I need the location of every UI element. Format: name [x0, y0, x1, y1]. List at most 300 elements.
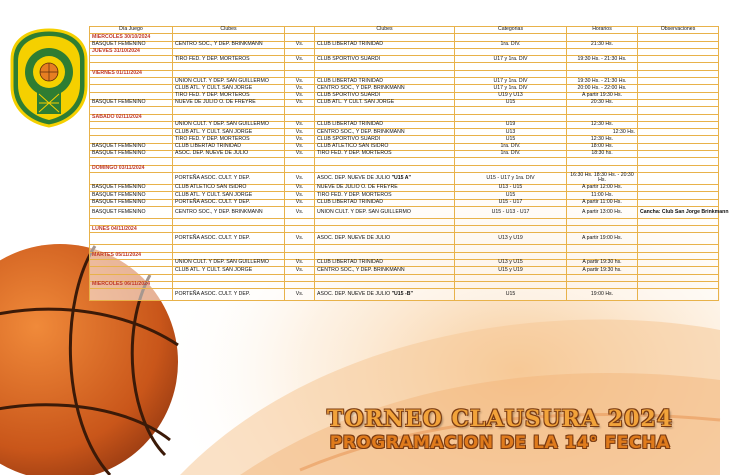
empty-cell: [285, 158, 315, 165]
away-club: [315, 260, 455, 267]
empty-cell: [173, 274, 285, 281]
home-club: CLUB ATL. Y CULT. SAN JORGE: [173, 192, 285, 199]
empty-cell: [455, 165, 567, 172]
observations: [638, 41, 719, 48]
date-row: [90, 48, 719, 55]
empty-cell: [285, 245, 315, 252]
away-club: [315, 289, 455, 301]
category: U17 y 1ra. DIV: [455, 78, 567, 85]
header-time: Horarios: [567, 27, 638, 34]
vs-label: Vs.: [285, 289, 315, 301]
observations: [638, 143, 719, 150]
away-club-name: NUEVE DE JULIO O. DE FREYRE: [317, 184, 398, 191]
category: 1ra. DIV.: [455, 41, 567, 48]
empty-cell: [173, 114, 285, 121]
empty-cell: [173, 218, 285, 225]
away-club-name: UNION CULT. Y DEP. SAN GUILLERMO: [317, 208, 411, 215]
empty-cell: [567, 70, 638, 77]
category: U13 y U19: [455, 233, 567, 245]
vs-label: Vs.: [285, 121, 315, 128]
vs-label: Vs.: [285, 151, 315, 158]
match-day-type: [90, 121, 173, 128]
spacer-row: [90, 158, 719, 165]
home-club: PORTEÑA ASOC. CULT. Y DEP.: [173, 233, 285, 245]
match-day-type: [90, 56, 173, 63]
match-time: 16:30 Hs. 18:30 Hs. - 20:30 Hs.: [567, 172, 638, 184]
away-club: [315, 121, 455, 128]
observations: [638, 85, 719, 92]
empty-cell: [638, 63, 719, 70]
away-club-team-tag: "U15 -B": [391, 291, 413, 297]
date-row: [90, 281, 719, 288]
match-day-type: [90, 233, 173, 245]
match-day-type: [90, 85, 173, 92]
away-club-name: TIRO FED. Y DEP. MORTEROS: [317, 150, 392, 157]
match-row: [90, 260, 719, 267]
empty-cell: [315, 252, 455, 259]
observations: [638, 199, 719, 206]
empty-cell: [567, 63, 638, 70]
empty-cell: [567, 114, 638, 121]
empty-cell: [90, 63, 173, 70]
match-day-type: BASQUET FEMENINO: [90, 99, 173, 106]
match-row: [90, 151, 719, 158]
empty-cell: [285, 70, 315, 77]
empty-cell: [455, 245, 567, 252]
away-club: [315, 184, 455, 191]
match-time: A partir 11:00 Hs.: [567, 199, 638, 206]
match-day-type: [90, 289, 173, 301]
date-row: [90, 70, 719, 77]
empty-cell: [567, 218, 638, 225]
away-club: [315, 136, 455, 143]
observations: [638, 267, 719, 274]
empty-cell: [567, 48, 638, 55]
home-club: TIRO FED. Y DEP. MORTEROS: [173, 56, 285, 63]
empty-cell: [285, 63, 315, 70]
match-row: [90, 99, 719, 106]
date-label: MARTES 05/11/2024: [90, 252, 173, 259]
observations: [638, 78, 719, 85]
category: 1ra. DIV.: [455, 143, 567, 150]
empty-cell: [638, 107, 719, 114]
away-club: [315, 199, 455, 206]
match-time: 18:30 hs.: [567, 151, 638, 158]
match-row: [90, 192, 719, 199]
home-club: CLUB LIBERTAD TRINIDAD: [173, 143, 285, 150]
empty-cell: [638, 274, 719, 281]
away-club-name: CLUB SPORTIVO SUARDI: [317, 135, 381, 142]
match-day-type: BASQUET FEMENINO: [90, 143, 173, 150]
empty-cell: [173, 226, 285, 233]
empty-cell: [315, 34, 455, 41]
vs-label: Vs.: [285, 206, 315, 218]
spacer-row: [90, 245, 719, 252]
match-row: [90, 121, 719, 128]
empty-cell: [173, 63, 285, 70]
category: U15: [455, 99, 567, 106]
match-row: [90, 199, 719, 206]
empty-cell: [173, 107, 285, 114]
home-club: CENTRO SOC., Y DEP. BRINKMANN: [173, 206, 285, 218]
empty-cell: [567, 245, 638, 252]
empty-cell: [455, 63, 567, 70]
round-subtitle: PROGRAMACION DE LA 14° FECHA: [329, 433, 671, 453]
empty-cell: [315, 70, 455, 77]
empty-cell: [285, 218, 315, 225]
match-day-type: BASQUET FEMENINO: [90, 151, 173, 158]
empty-cell: [285, 274, 315, 281]
home-club: CLUB ATLETICO SAN ISIDRO: [173, 184, 285, 191]
empty-cell: [567, 34, 638, 41]
home-club: CLUB ATL. Y CULT. SAN JORGE: [173, 129, 285, 136]
empty-cell: [315, 107, 455, 114]
empty-cell: [315, 165, 455, 172]
away-club: [315, 172, 455, 184]
away-club: [315, 78, 455, 85]
tournament-title: TORNEO CLAUSURA 2024: [326, 406, 674, 432]
match-day-type: BASQUET FEMENINO: [90, 199, 173, 206]
empty-cell: [90, 218, 173, 225]
category: U19: [455, 121, 567, 128]
date-label: MIERCOLES 30/10/2024: [90, 34, 173, 41]
away-club: [315, 85, 455, 92]
match-row: [90, 136, 719, 143]
home-club: UNION CULT. Y DEP. SAN GUILLERMO: [173, 260, 285, 267]
empty-cell: [567, 281, 638, 288]
match-day-type: [90, 136, 173, 143]
away-club: [315, 206, 455, 218]
empty-cell: [638, 252, 719, 259]
empty-cell: [285, 48, 315, 55]
match-time: 12:30 Hs.: [567, 121, 638, 128]
vs-label: Vs.: [285, 78, 315, 85]
empty-cell: [173, 48, 285, 55]
away-club-name: ASOC. DEP. NUEVE DE JULIO: [317, 235, 391, 242]
category: U15: [455, 136, 567, 143]
empty-cell: [315, 226, 455, 233]
header-row: [90, 27, 719, 34]
empty-cell: [455, 226, 567, 233]
match-row: [90, 85, 719, 92]
match-day-type: BASQUET FEMENINO: [90, 192, 173, 199]
observations: [638, 99, 719, 106]
match-row: [90, 289, 719, 301]
empty-cell: [173, 252, 285, 259]
header-observations: Observaciones: [638, 27, 719, 34]
home-club: CLUB ATL. Y CULT. SAN JORGE: [173, 267, 285, 274]
empty-cell: [455, 218, 567, 225]
empty-cell: [315, 158, 455, 165]
match-time: 12:30 Hs.: [567, 129, 638, 136]
away-club-name: CLUB LIBERTAD TRINIDAD: [317, 198, 384, 205]
empty-cell: [567, 165, 638, 172]
match-row: [90, 206, 719, 218]
vs-label: Vs.: [285, 41, 315, 48]
date-label: VIERNES 01/11/2024: [90, 70, 173, 77]
match-time: A partir 19:30 hs.: [567, 260, 638, 267]
away-club: [315, 192, 455, 199]
empty-cell: [90, 158, 173, 165]
category: U15: [455, 192, 567, 199]
association-logo: [10, 28, 88, 128]
category: U15 - U17: [455, 199, 567, 206]
vs-label: Vs.: [285, 233, 315, 245]
match-time: 21:30 Hs.: [567, 41, 638, 48]
empty-cell: [455, 70, 567, 77]
header-club-home: Clubes: [173, 27, 285, 34]
vs-label: Vs.: [285, 129, 315, 136]
vs-label: Vs.: [285, 99, 315, 106]
header-club-away: Clubes: [315, 27, 455, 34]
empty-cell: [455, 34, 567, 41]
empty-cell: [285, 165, 315, 172]
category: U17 y 1ra. DIV: [455, 85, 567, 92]
vs-label: Vs.: [285, 172, 315, 184]
match-day-type: [90, 78, 173, 85]
away-club-name: CLUB LIBERTAD TRINIDAD: [317, 41, 384, 48]
home-club: ASOC. DEP. NUEVE DE JULIO: [173, 151, 285, 158]
empty-cell: [90, 274, 173, 281]
empty-cell: [638, 70, 719, 77]
empty-cell: [315, 245, 455, 252]
empty-cell: [315, 114, 455, 121]
date-row: [90, 226, 719, 233]
observations: [638, 192, 719, 199]
header-day: Día Juego: [90, 27, 173, 34]
empty-cell: [455, 252, 567, 259]
category: U15 - U13 - U17: [455, 206, 567, 218]
away-club: [315, 233, 455, 245]
home-club: TIRO FED. Y DEP. MORTEROS: [173, 92, 285, 99]
header-vs: [285, 27, 315, 34]
empty-cell: [315, 48, 455, 55]
vs-label: Vs.: [285, 260, 315, 267]
match-row: [90, 41, 719, 48]
observations: [638, 136, 719, 143]
category: U15: [455, 289, 567, 301]
match-day-type: BASQUET FEMENINO: [90, 206, 173, 218]
empty-cell: [567, 158, 638, 165]
away-club: [315, 99, 455, 106]
empty-cell: [285, 114, 315, 121]
category: U13 y U15: [455, 260, 567, 267]
match-day-type: BASQUET FEMENINO: [90, 41, 173, 48]
empty-cell: [567, 107, 638, 114]
empty-cell: [455, 281, 567, 288]
observations: [638, 129, 719, 136]
observations: [638, 56, 719, 63]
away-club-name: CLUB SPORTIVO SUARDI: [317, 55, 381, 62]
away-club-name: ASOC. DEP. NUEVE DE JULIO: [317, 174, 391, 181]
match-time: A partir 19:00 Hs.: [567, 233, 638, 245]
empty-cell: [173, 158, 285, 165]
match-time: A partir 12:00 Hs.: [567, 184, 638, 191]
match-day-type: BASQUET FEMENINO: [90, 184, 173, 191]
logo-basketball-icon: [40, 63, 58, 81]
match-time: A partir 13:00 Hs.: [567, 206, 638, 218]
empty-cell: [638, 158, 719, 165]
match-time: 11:00 Hs.: [567, 192, 638, 199]
date-label: JUEVES 31/10/2024: [90, 48, 173, 55]
title-block: [300, 406, 700, 453]
away-club: [315, 41, 455, 48]
empty-cell: [285, 281, 315, 288]
vs-label: Vs.: [285, 184, 315, 191]
category: U17 y 1ra. DIV: [455, 56, 567, 63]
spacer-row: [90, 274, 719, 281]
empty-cell: [567, 274, 638, 281]
empty-cell: [90, 245, 173, 252]
empty-cell: [638, 114, 719, 121]
observations: [638, 121, 719, 128]
schedule-body: [90, 33, 729, 301]
match-time: A partir 19:30 hs.: [567, 267, 638, 274]
empty-cell: [173, 70, 285, 77]
date-label: SABADO 02/11/2024: [90, 114, 173, 121]
away-club-name: CLUB LIBERTAD TRINIDAD: [317, 121, 384, 128]
away-club-name: CENTRO SOC., Y DEP. BRINKMANN: [317, 84, 405, 91]
empty-cell: [315, 218, 455, 225]
match-time: A partir 19:30 Hs.: [567, 92, 638, 99]
away-club-team-tag: "U15 A": [391, 174, 412, 181]
away-club: [315, 151, 455, 158]
empty-cell: [315, 274, 455, 281]
match-row: [90, 56, 719, 63]
observations: [638, 172, 719, 184]
date-label: DOMINGO 03/11/2024: [90, 165, 173, 172]
vs-label: Vs.: [285, 267, 315, 274]
home-club: PORTEÑA ASOC. CULT. Y DEP.: [173, 199, 285, 206]
match-day-type: [90, 260, 173, 267]
observations: Cancha: Club San Jorge Brinkmann: [638, 206, 719, 218]
home-club: UNION CULT. Y DEP. SAN GUILLERMO: [173, 78, 285, 85]
observations: [638, 92, 719, 99]
home-club: PORTEÑA ASOC. CULT. Y DEP.: [173, 289, 285, 301]
match-row: [90, 267, 719, 274]
away-club: [315, 129, 455, 136]
date-label: LUNES 04/11/2024: [90, 226, 173, 233]
away-club-name: CLUB LIBERTAD TRINIDAD: [317, 259, 384, 266]
home-club: TIRO FED. Y DEP. MORTEROS: [173, 136, 285, 143]
empty-cell: [638, 34, 719, 41]
away-club-name: CENTRO SOC., Y DEP. BRINKMANN: [317, 128, 405, 135]
home-club: CENTRO SOC., Y DEP. BRINKMANN: [173, 41, 285, 48]
home-club: UNION CULT. Y DEP. SAN GUILLERMO: [173, 121, 285, 128]
vs-label: Vs.: [285, 143, 315, 150]
date-row: [90, 165, 719, 172]
category: U15 y U19: [455, 267, 567, 274]
away-club-name: CLUB SPORTIVO SUARDI: [317, 92, 381, 99]
match-row: [90, 78, 719, 85]
match-day-type: [90, 172, 173, 184]
home-club: NUEVE DE JULIO O. DE FREYRE: [173, 99, 285, 106]
match-time: 19:30 Hs. - 21:30 Hs.: [567, 78, 638, 85]
empty-cell: [638, 218, 719, 225]
spacer-row: [90, 218, 719, 225]
empty-cell: [90, 107, 173, 114]
vs-label: Vs.: [285, 85, 315, 92]
category: U13: [455, 129, 567, 136]
date-label: MIERCOLES 06/11/2024: [90, 281, 173, 288]
vs-label: Vs.: [285, 136, 315, 143]
observations: [638, 184, 719, 191]
match-time: 12:30 Hs.: [567, 136, 638, 143]
away-club-name: TIRO FED. Y DEP. MORTEROS: [317, 191, 392, 198]
match-row: [90, 143, 719, 150]
header-category: Categorias: [455, 27, 567, 34]
match-time: 20:00 Hs. - 22:00 Hs.: [567, 85, 638, 92]
observations: [638, 260, 719, 267]
match-row: [90, 233, 719, 245]
away-club-name: CLUB ATL. Y CULT. SAN JORGE: [317, 99, 395, 106]
spacer-row: [90, 63, 719, 70]
match-day-type: [90, 92, 173, 99]
empty-cell: [567, 226, 638, 233]
category: U19 y U13: [455, 92, 567, 99]
match-row: [90, 129, 719, 136]
home-club: CLUB ATL. Y CULT. SAN JORGE: [173, 85, 285, 92]
empty-cell: [455, 107, 567, 114]
vs-label: Vs.: [285, 56, 315, 63]
category: U13 - U15: [455, 184, 567, 191]
vs-label: Vs.: [285, 199, 315, 206]
empty-cell: [173, 165, 285, 172]
empty-cell: [455, 114, 567, 121]
away-club: [315, 267, 455, 274]
date-row: [90, 252, 719, 259]
empty-cell: [285, 107, 315, 114]
category: U15 - U17 y 1ra. DIV: [455, 172, 567, 184]
empty-cell: [315, 63, 455, 70]
away-club: [315, 143, 455, 150]
observations: [638, 151, 719, 158]
away-club: [315, 56, 455, 63]
empty-cell: [638, 226, 719, 233]
away-club-name: CLUB ATLETICO SAN ISIDRO: [317, 143, 389, 150]
match-time: 20:30 Hs.: [567, 99, 638, 106]
empty-cell: [455, 48, 567, 55]
observations: [638, 233, 719, 245]
away-club-name: CENTRO SOC., Y DEP. BRINKMANN: [317, 266, 405, 273]
empty-cell: [173, 34, 285, 41]
match-time: 19:30 Hs. - 21:30 Hs.: [567, 56, 638, 63]
match-time: 19:00 Hs.: [567, 289, 638, 301]
vs-label: Vs.: [285, 192, 315, 199]
empty-cell: [455, 274, 567, 281]
away-club-name: CLUB LIBERTAD TRINIDAD: [317, 77, 384, 84]
empty-cell: [285, 252, 315, 259]
match-row: [90, 92, 719, 99]
match-day-type: [90, 267, 173, 274]
empty-cell: [285, 226, 315, 233]
date-row: [90, 34, 719, 41]
empty-cell: [173, 245, 285, 252]
empty-cell: [567, 252, 638, 259]
match-row: [90, 172, 719, 184]
date-row: [90, 114, 719, 121]
empty-cell: [638, 245, 719, 252]
empty-cell: [285, 34, 315, 41]
schedule-table: [89, 26, 729, 301]
home-club: PORTEÑA ASOC. CULT. Y DEP.: [173, 172, 285, 184]
spacer-row: [90, 107, 719, 114]
category: 1ra. DIV.: [455, 151, 567, 158]
empty-cell: [173, 281, 285, 288]
observations: [638, 289, 719, 301]
empty-cell: [638, 165, 719, 172]
away-club: [315, 92, 455, 99]
